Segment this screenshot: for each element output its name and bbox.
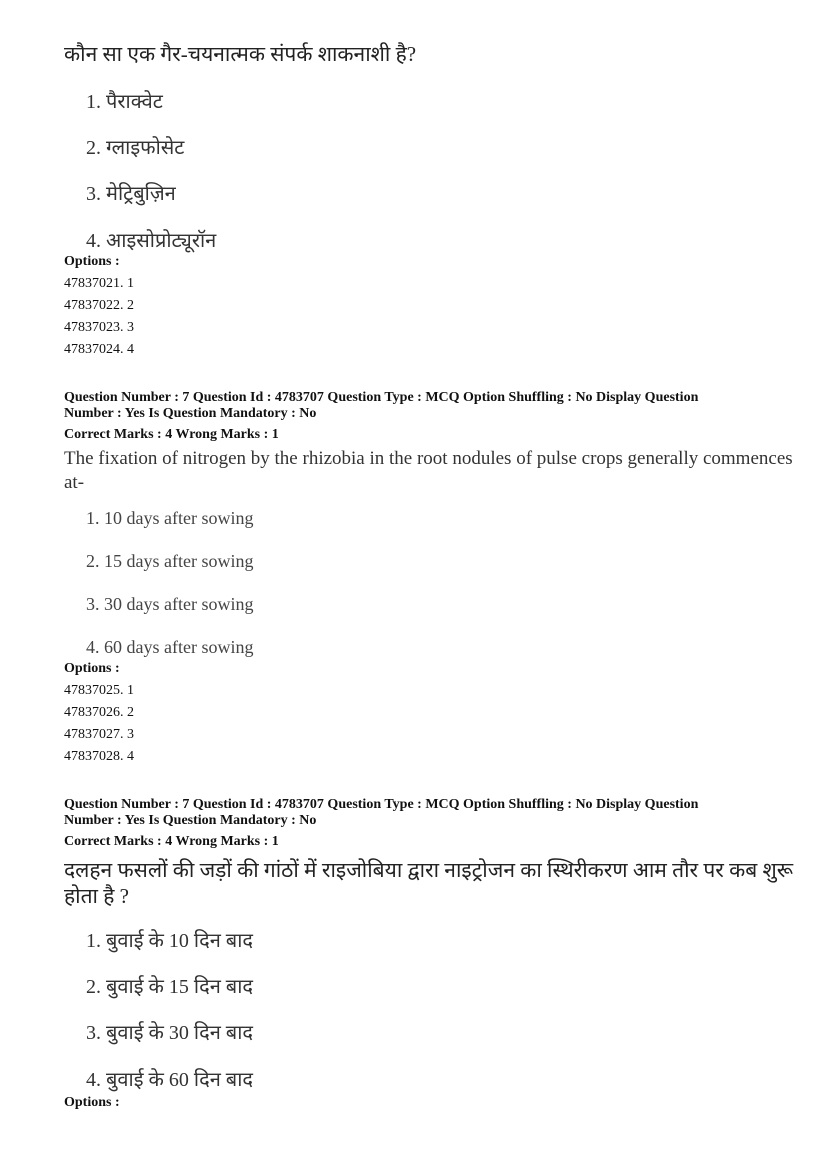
option-id-2: 47837022. 2 [64,298,134,313]
question-meta [64,390,764,422]
answer-choice-4: 4. आइसोप्रोट्यूरॉन [86,230,217,252]
question-text-english: The fixation of nitrogen by the rhizobia in the root nodules of pulse crops generally commences at- [64,448,793,493]
answer-choice-1: 1. बुवाई के 10 दिन बाद [86,930,254,952]
question-meta-line-1: Question Number : 7 Question Id : 4783707 Question Type : MCQ Option Shuffling : No Display Question [64,797,699,812]
answer-choice-3: 3. मेट्रिबुज़िन [86,183,176,205]
answer-choice-2: 2. ग्लाइफोसेट [86,137,185,159]
option-id-1: 47837021. 1 [64,276,134,291]
marks-info: Correct Marks : 4 Wrong Marks : 1 [64,427,279,442]
answer-choice-3: 3. 30 days after sowing [86,594,254,614]
option-id-4: 47837024. 4 [64,342,134,357]
option-id-2: 47837026. 2 [64,705,134,720]
answer-choice-1: 1. 10 days after sowing [86,508,254,528]
question-meta [64,797,764,829]
answer-choice-4: 4. बुवाई के 60 दिन बाद [86,1069,254,1091]
question-meta-line-2: Number : Yes Is Question Mandatory : No [64,406,317,421]
answer-choice-2: 2. बुवाई के 15 दिन बाद [86,976,254,998]
question-text-hindi-line-1: दलहन फसलों की जड़ों की गांठों में राइजोबिया द्वारा नाइट्रोजन का स्थिरीकरण आम तौर पर कब शुरू [64,858,794,882]
answer-choice-1: 1. पैराक्वेट [86,91,163,113]
options-label: Options : [64,254,120,269]
option-id-3: 47837023. 3 [64,320,134,335]
options-label: Options : [64,661,120,676]
marks-info: Correct Marks : 4 Wrong Marks : 1 [64,834,279,849]
options-label: Options : [64,1095,120,1110]
question-meta-line-1: Question Number : 7 Question Id : 4783707 Question Type : MCQ Option Shuffling : No Display Question [64,390,699,405]
option-id-4: 47837028. 4 [64,749,134,764]
question-text-hindi-line-2: होता है ? [64,884,129,908]
question-text-hindi: कौन सा एक गैर-चयनात्मक संपर्क शाकनाशी है? [64,42,417,66]
option-id-1: 47837025. 1 [64,683,134,698]
option-id-3: 47837027. 3 [64,727,134,742]
answer-choice-2: 2. 15 days after sowing [86,551,254,571]
question-meta-line-2: Number : Yes Is Question Mandatory : No [64,813,317,828]
answer-choice-4: 4. 60 days after sowing [86,637,254,657]
answer-choice-3: 3. बुवाई के 30 दिन बाद [86,1022,254,1044]
